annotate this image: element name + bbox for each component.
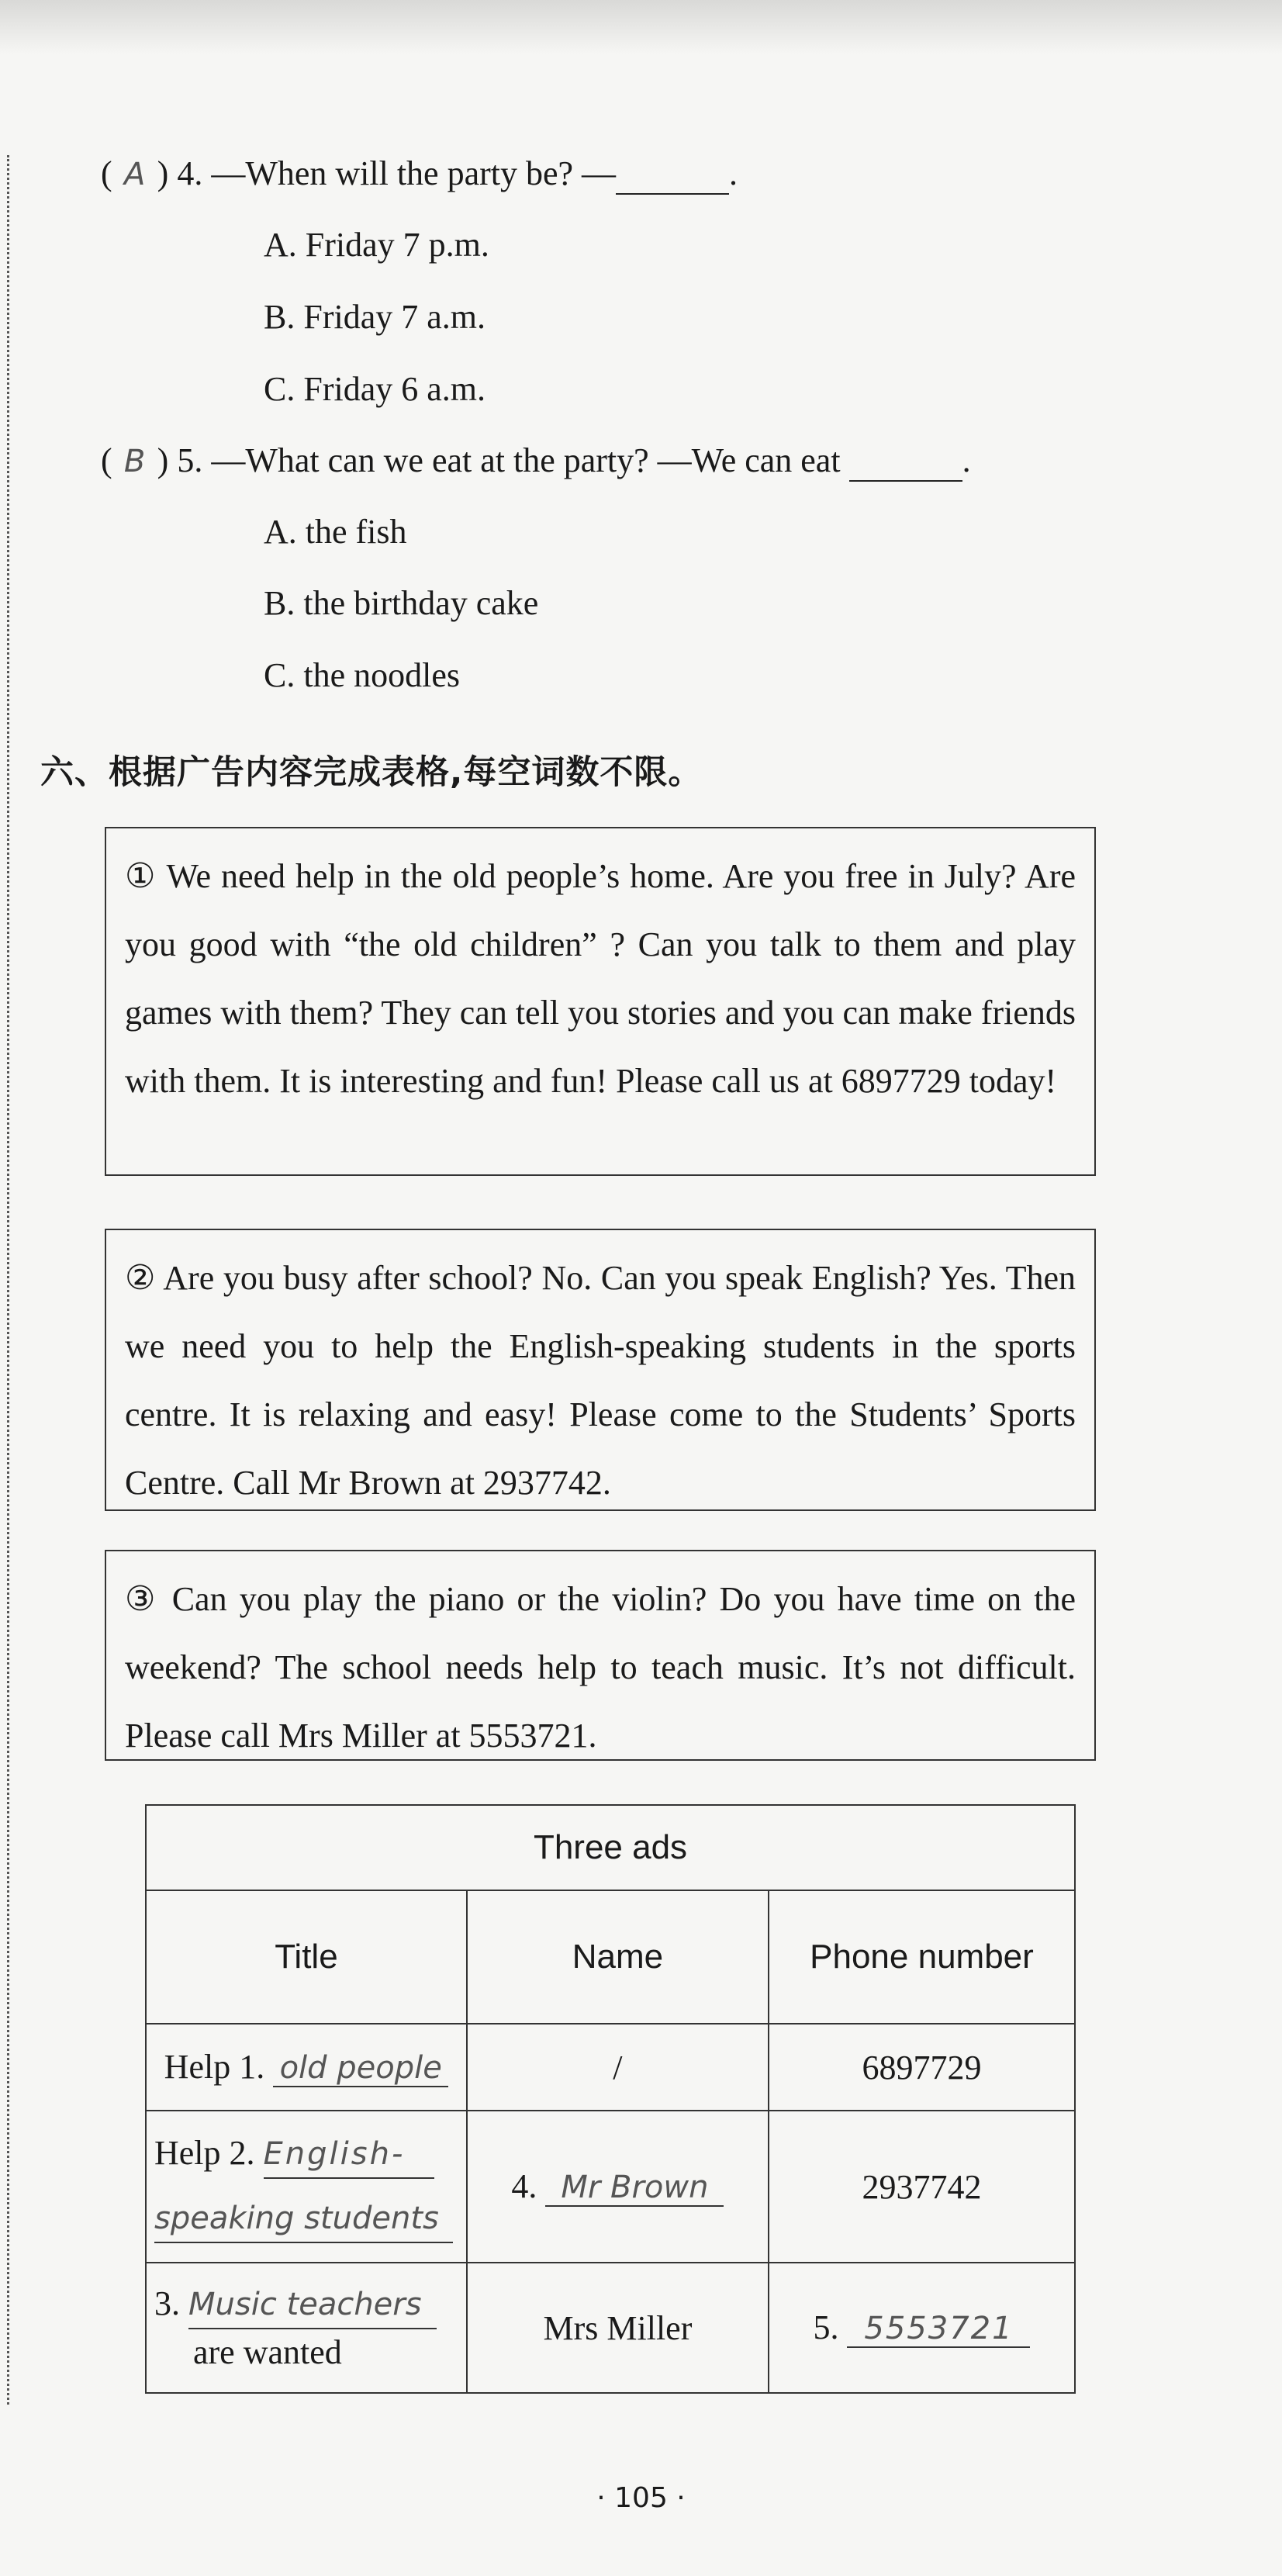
- row2-name-prefix: 4.: [511, 2167, 537, 2205]
- question-4-tail: .: [729, 154, 738, 192]
- header-name: Name: [467, 1890, 769, 2024]
- row2-title-prefix: Help 2.: [154, 2134, 255, 2172]
- row3-name: Mrs Miller: [467, 2263, 769, 2393]
- row1-title: [146, 2024, 467, 2111]
- option-5c: C. the noodles: [264, 656, 460, 694]
- option-5b: B. the birthday cake: [264, 584, 539, 622]
- page-top-shadow: [0, 0, 1282, 54]
- table-row: [146, 2024, 1075, 2111]
- answer-table: [145, 1804, 1076, 2394]
- page-number: · 105 ·: [596, 2482, 686, 2514]
- answer-4: A: [123, 157, 146, 192]
- row1-name: /: [467, 2024, 769, 2111]
- ad-box-3: ③ Can you play the piano or the violin? Do you have time on the weekend? The school needs help to teach music. It’s not difficult. Please call Mrs Miller at 5553721.: [105, 1550, 1096, 1761]
- row2-phone: 2937742: [769, 2111, 1075, 2263]
- answer-blank: [616, 154, 729, 195]
- row1-title-prefix: Help 1.: [164, 2048, 265, 2086]
- answer-5: B: [123, 444, 146, 479]
- section-title: 六、根据广告内容完成表格,每空词数不限。: [40, 753, 703, 792]
- row3-title-suffix: are wanted: [193, 2332, 342, 2371]
- row3-title-answer: Music teachers: [188, 2281, 437, 2329]
- question-4-stem: —When will the party be? —: [211, 154, 617, 192]
- question-5-stem: —What can we eat at the party? —We can eat: [211, 441, 841, 479]
- header-phone: Phone number: [769, 1890, 1075, 2024]
- table-row: [146, 2111, 1075, 2263]
- row2-title-answer-2: speaking students: [154, 2195, 453, 2243]
- row2-title: [146, 2111, 467, 2263]
- question-5-tail: .: [962, 441, 971, 479]
- question-5-number: 5: [177, 441, 195, 479]
- row3-title-prefix: 3.: [154, 2284, 180, 2322]
- ad-box-2: ② Are you busy after school? No. Can you speak English? Yes. Then we need you to help the English-speaking students in the sports centre. It is relaxing and easy! Please come to the Students’ Sports Centre. Call Mr Brown at 2937742.: [105, 1229, 1096, 1511]
- option-4b: B. Friday 7 a.m.: [264, 298, 486, 336]
- question-4: ( A ) 4. —When will the party be? — .: [101, 154, 738, 195]
- question-4-number: 4: [177, 154, 195, 192]
- header-title: Title: [146, 1890, 467, 2024]
- table-row: [146, 2263, 1075, 2393]
- row3-phone-answer: 5553721: [847, 2311, 1030, 2348]
- row3-title: [146, 2263, 467, 2393]
- row3-phone: [769, 2263, 1075, 2393]
- option-4c: C. Friday 6 a.m.: [264, 370, 486, 408]
- row2-title-answer-1: English-: [264, 2131, 434, 2179]
- row2-name-answer: Mr Brown: [545, 2170, 724, 2207]
- binding-dotted-line: [7, 155, 9, 2405]
- row1-phone: 6897729: [769, 2024, 1075, 2111]
- question-5: ( B ) 5. —What can we eat at the party? —We can eat .: [101, 441, 971, 482]
- row1-title-answer: old people: [273, 2050, 448, 2087]
- answer-blank: [849, 441, 962, 482]
- row2-name: [467, 2111, 769, 2263]
- row3-phone-prefix: 5.: [813, 2308, 839, 2346]
- ad-box-1: ① We need help in the old people’s home. Are you free in July? Are you good with “the old children” ? Can you talk to them and play games with them? They can tell you stories and you can make friends with them. It is interesting and fun! Please call us at 6897729 today!: [105, 827, 1096, 1176]
- option-4a: A. Friday 7 p.m.: [264, 226, 489, 264]
- table-caption: Three ads: [146, 1805, 1075, 1890]
- option-5a: A. the fish: [264, 513, 407, 551]
